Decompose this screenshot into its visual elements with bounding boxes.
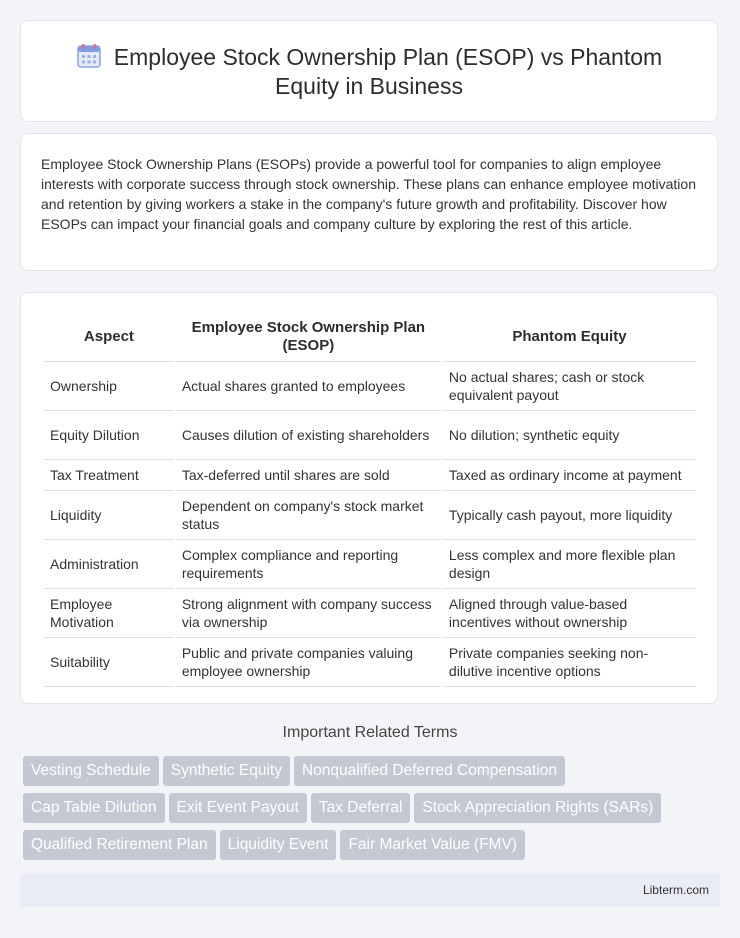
- title-card: [20, 20, 718, 122]
- cell-aspect: Tax Treatment: [44, 460, 174, 491]
- cell-aspect: Equity Dilution: [44, 411, 174, 460]
- intro-paragraph: Employee Stock Ownership Plans (ESOPs) provide a powerful tool for companies to align employee interests with corporate success through stock ownership. These plans can enhance employee motivation and retention by giving workers a stake in the company's future growth and profitability. Discover how ESOPs can impact your financial goals and company culture by exploring the rest of this article.: [41, 156, 696, 232]
- table-header-row: [44, 313, 696, 362]
- table-row: [44, 411, 696, 460]
- cell-phantom: Typically cash payout, more liquidity: [443, 491, 696, 540]
- page-title: [21, 43, 717, 101]
- cell-esop: Strong alignment with company success via ownership: [176, 589, 441, 638]
- related-terms-heading: Important Related Terms: [282, 724, 458, 741]
- related-terms-list: [23, 756, 723, 867]
- term-tag[interactable]: Liquidity Event: [220, 830, 337, 860]
- table-row: [44, 589, 696, 638]
- cell-phantom: Taxed as ordinary income at payment: [443, 460, 696, 491]
- comparison-table: [42, 313, 698, 687]
- calendar-icon: [76, 43, 102, 69]
- term-tag[interactable]: Vesting Schedule: [23, 756, 159, 786]
- cell-aspect: Suitability: [44, 638, 174, 687]
- cell-aspect: Administration: [44, 540, 174, 589]
- header-phantom-equity: Phantom Equity: [443, 313, 696, 362]
- term-tag[interactable]: Stock Appreciation Rights (SARs): [414, 793, 661, 823]
- title-line-1: Employee Stock Ownership Plan (ESOP) vs Phantom: [113, 44, 663, 70]
- footer-site-link[interactable]: Libterm.com: [642, 883, 709, 897]
- cell-esop: Causes dilution of existing shareholders: [176, 411, 441, 460]
- cell-esop: Public and private companies valuing employee ownership: [176, 638, 441, 687]
- table-row: [44, 460, 696, 491]
- cell-esop: Complex compliance and reporting requirements: [176, 540, 441, 589]
- cell-phantom: No actual shares; cash or stock equivalent payout: [443, 362, 696, 411]
- cell-aspect: Liquidity: [44, 491, 174, 540]
- footer: [20, 874, 720, 907]
- term-tag[interactable]: Tax Deferral: [311, 793, 411, 823]
- term-tag[interactable]: Exit Event Payout: [169, 793, 307, 823]
- term-tag[interactable]: Synthetic Equity: [163, 756, 290, 786]
- cell-phantom: Less complex and more flexible plan design: [443, 540, 696, 589]
- table-row: [44, 362, 696, 411]
- title-line-2: Equity in Business: [275, 73, 463, 99]
- cell-phantom: No dilution; synthetic equity: [443, 411, 696, 460]
- table-row: [44, 540, 696, 589]
- comparison-card: [20, 292, 718, 704]
- cell-esop: Tax-deferred until shares are sold: [176, 460, 441, 491]
- cell-esop: Dependent on company's stock market status: [176, 491, 441, 540]
- header-aspect: Aspect: [44, 313, 174, 362]
- header-esop: Employee Stock Ownership Plan (ESOP): [176, 313, 441, 362]
- cell-aspect: Employee Motivation: [44, 589, 174, 638]
- cell-phantom: Aligned through value-based incentives without ownership: [443, 589, 696, 638]
- table-row: [44, 638, 696, 687]
- intro-card: [20, 133, 718, 271]
- term-tag[interactable]: Fair Market Value (FMV): [340, 830, 525, 860]
- cell-aspect: Ownership: [44, 362, 174, 411]
- cell-phantom: Private companies seeking non-dilutive incentive options: [443, 638, 696, 687]
- cell-esop: Actual shares granted to employees: [176, 362, 441, 411]
- table-row: [44, 491, 696, 540]
- term-tag[interactable]: Nonqualified Deferred Compensation: [294, 756, 565, 786]
- term-tag[interactable]: Qualified Retirement Plan: [23, 830, 216, 860]
- term-tag[interactable]: Cap Table Dilution: [23, 793, 165, 823]
